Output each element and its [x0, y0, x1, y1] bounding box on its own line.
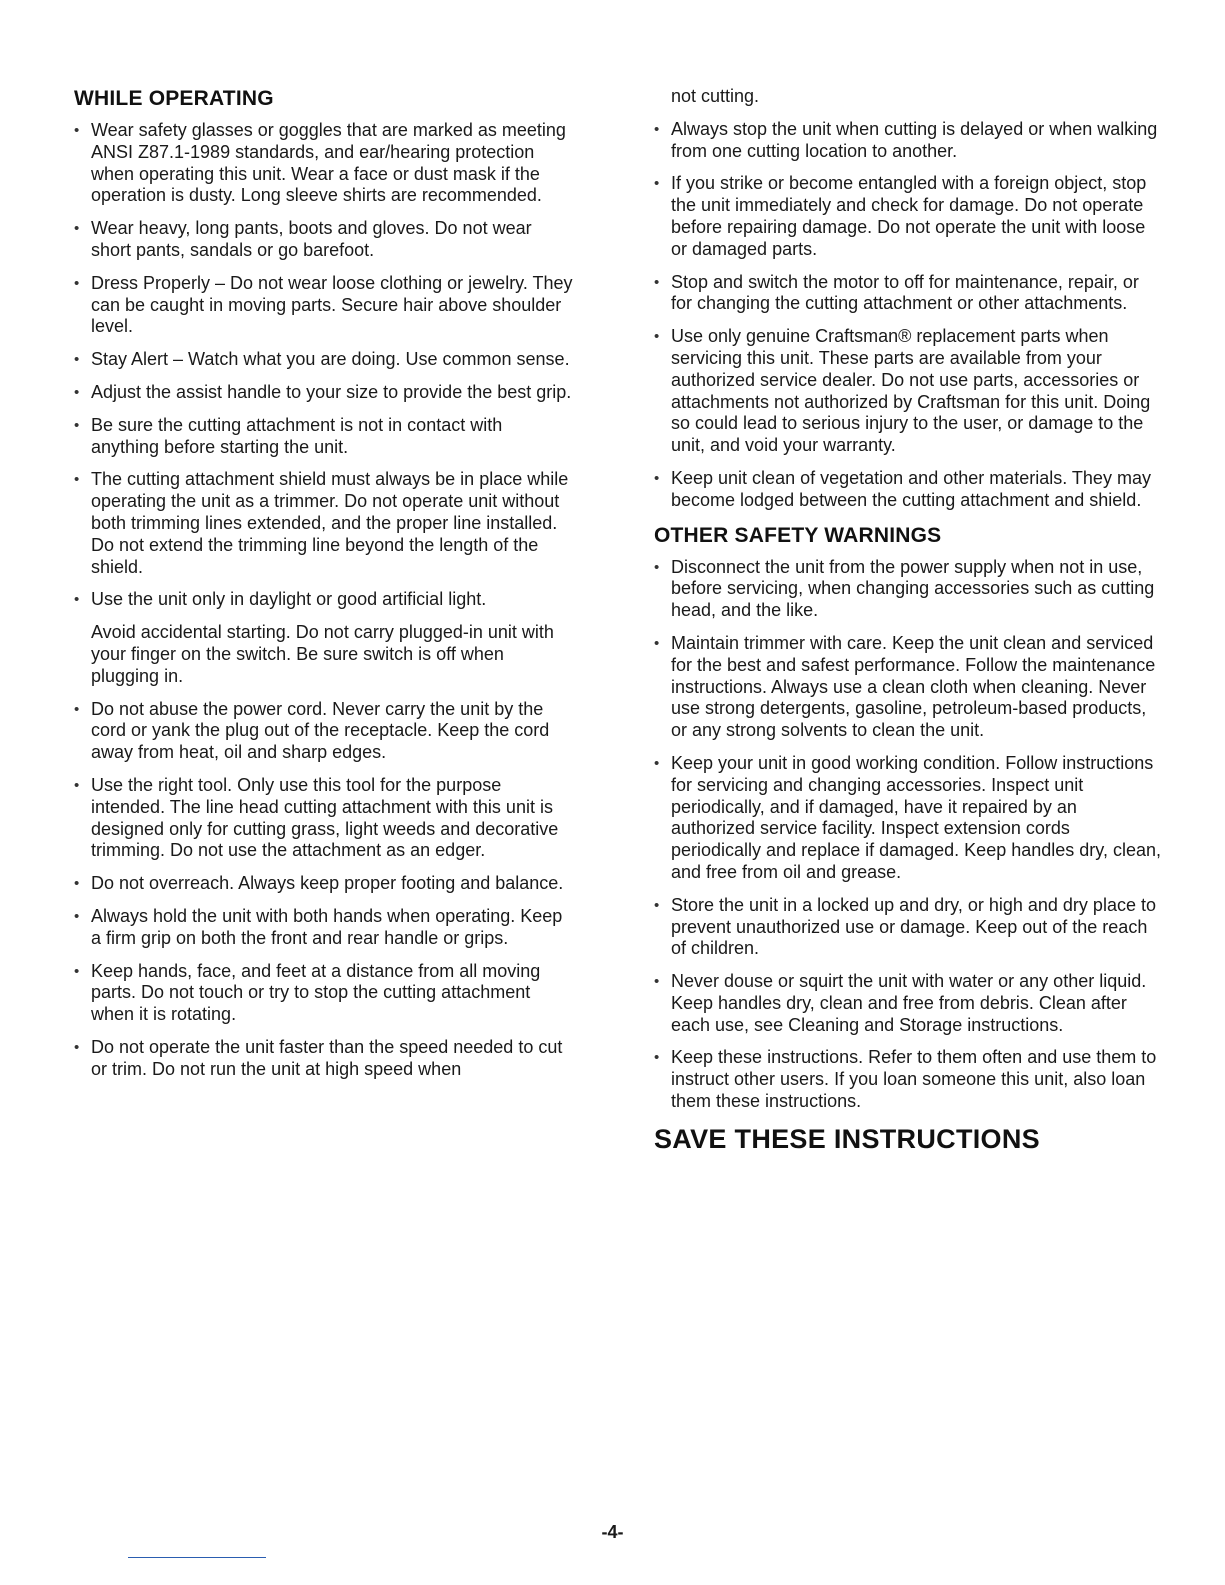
- bullet-icon: •: [74, 962, 80, 980]
- other-safety-warnings-list: [654, 557, 1164, 1113]
- bullet-icon: •: [74, 416, 80, 434]
- bullet-icon: •: [654, 634, 660, 652]
- list-item: • Keep hands, face, and feet at a distance from all moving parts. Do not touch or try to stop the cutting attachment when it is rotating.: [74, 960, 541, 1025]
- accidental-starting-paragraph: Avoid accidental starting. Do not carry plugged-in unit with your finger on the switch. Be sure switch is off when plugging in.: [91, 622, 554, 686]
- list-item: • Wear safety glasses or goggles that are marked as meeting ANSI Z87.1-1989 standards, and ear/hearing protection when operating this unit. Wear a face or dust mask if the operation is dusty. Long sleeve shirts are recommended.: [74, 120, 566, 206]
- bullet-icon: •: [74, 220, 80, 238]
- bullet-icon: •: [74, 351, 80, 369]
- while-operating-heading: WHILE OPERATING: [74, 87, 274, 110]
- list-item: • Do not overreach. Always keep proper footing and balance.: [74, 873, 564, 894]
- bullet-icon: •: [74, 471, 80, 489]
- list-item: • Be sure the cutting attachment is not in contact with anything before starting the unit.: [74, 414, 503, 457]
- bullet-icon: •: [654, 558, 660, 576]
- list-item: • Keep unit clean of vegetation and other materials. They may become lodged between the cutting attachment and shield.: [654, 467, 1151, 510]
- bullet-icon: •: [654, 328, 660, 346]
- bullet-icon: •: [654, 469, 660, 487]
- bullet-icon: •: [74, 907, 80, 925]
- list-item: • Keep your unit in good working condition. Follow instructions for servicing and changing accessories. Inspect unit periodically, and if damaged, have it repaired by an authorized service facility. Inspect extension cords periodically and replace if damaged. Keep handles dry, clean, and free from oil and grease.: [654, 752, 1161, 882]
- list-item: • If you strike or become entangled with a foreign object, stop the unit immediately and check for damage. Do not operate before repairing damage. Do not operate the unit with loose or damaged parts.: [654, 173, 1147, 259]
- page-number: -4-: [601, 1522, 624, 1542]
- list-item: • Dress Properly – Do not wear loose clothing or jewelry. They can be caught in moving parts. Secure hair above shoulder level.: [74, 272, 573, 337]
- list-item: • Store the unit in a locked up and dry, or high and dry place to prevent unauthorized use or damage. Keep out of the reach of children.: [654, 894, 1156, 959]
- list-item: • Stay Alert – Watch what you are doing. Use common sense.: [74, 349, 570, 370]
- footer-rule: [128, 1557, 266, 1558]
- bullet-icon: •: [654, 896, 660, 914]
- bullet-icon: •: [654, 1049, 660, 1067]
- while-operating-list: [74, 120, 574, 611]
- bullet-icon: •: [74, 274, 80, 292]
- bullet-icon: •: [74, 122, 80, 139]
- bullet-icon: •: [74, 700, 80, 718]
- bullet-icon: •: [74, 875, 80, 893]
- list-item: • Always stop the unit when cutting is delayed or when walking from one cutting location to another.: [654, 118, 1158, 161]
- left-column: [74, 86, 574, 1091]
- while-operating-list-continued: [74, 699, 574, 1081]
- list-item: • Stop and switch the motor to off for maintenance, repair, or for changing the cutting attachment or other attachments.: [654, 271, 1139, 314]
- save-instructions-heading: SAVE THESE INSTRUCTIONS: [654, 1123, 1040, 1154]
- list-item: • Use the unit only in daylight or good artificial light.: [74, 589, 487, 610]
- bullet-icon: •: [654, 973, 660, 991]
- continuation-text: not cutting.: [671, 86, 760, 106]
- bullet-icon: •: [654, 273, 660, 291]
- bullet-icon: •: [74, 591, 80, 609]
- list-item: • Use only genuine Craftsman® replacement parts when servicing this unit. These parts are available from your authorized service dealer. Do not use parts, accessories or attachments not authorized by Craftsman for this unit. Doing so could lead to serious injury to the user, or damage to the unit, and void your warranty.: [654, 326, 1151, 456]
- bullet-icon: •: [654, 754, 660, 772]
- list-item: • The cutting attachment shield must always be in place while operating the unit as a trimmer. Do not operate unit without both trimming lines extended, and the proper line installed. Do not extend the trimming line beyond the length of the shield.: [74, 469, 569, 577]
- list-item: • Wear heavy, long pants, boots and gloves. Do not wear short pants, sandals or go barefoot.: [74, 218, 532, 260]
- list-item: • Maintain trimmer with care. Keep the unit clean and serviced for the best and safest performance. Follow the maintenance instructions. Always use a clean cloth when cleaning. Never use strong detergents, gasoline, petroleum-based products, or any strong solvents to clean the unit.: [654, 632, 1156, 741]
- bullet-icon: •: [74, 776, 80, 794]
- list-item: • Adjust the assist handle to your size to provide the best grip.: [74, 381, 572, 402]
- list-item: • Always hold the unit with both hands when operating. Keep a firm grip on both the front and rear handle or grips.: [74, 905, 563, 948]
- list-item: • Never douse or squirt the unit with water or any other liquid. Keep handles dry, clean and free from debris. Clean after each use, see Cleaning and Storage instructions.: [654, 971, 1147, 1035]
- list-item: • Do not operate the unit faster than the speed needed to cut or trim. Do not run the unit at high speed when: [74, 1036, 563, 1079]
- bullet-icon: •: [74, 1038, 80, 1056]
- list-item: • Keep these instructions. Refer to them often and use them to instruct other users. If you loan someone this unit, also loan them these instructions.: [654, 1047, 1157, 1112]
- right-column: [654, 86, 1164, 1155]
- bullet-icon: •: [74, 383, 80, 401]
- other-safety-warnings-heading: OTHER SAFETY WARNINGS: [654, 523, 942, 547]
- list-item: • Use the right tool. Only use this tool for the purpose intended. The line head cutting attachment with this unit is designed only for cutting grass, light weeds and decorative trimming. Do not use the attachment as an edger.: [74, 774, 559, 861]
- operating-list-continued: [654, 119, 1164, 512]
- list-item: • Do not abuse the power cord. Never carry the unit by the cord or yank the plug out of the receptacle. Keep the cord away from heat, oil and sharp edges.: [74, 698, 550, 763]
- bullet-icon: •: [654, 120, 660, 138]
- bullet-icon: •: [654, 175, 660, 193]
- list-item: • Disconnect the unit from the power supply when not in use, before servicing, when changing accessories such as cutting head, and the like.: [654, 556, 1155, 621]
